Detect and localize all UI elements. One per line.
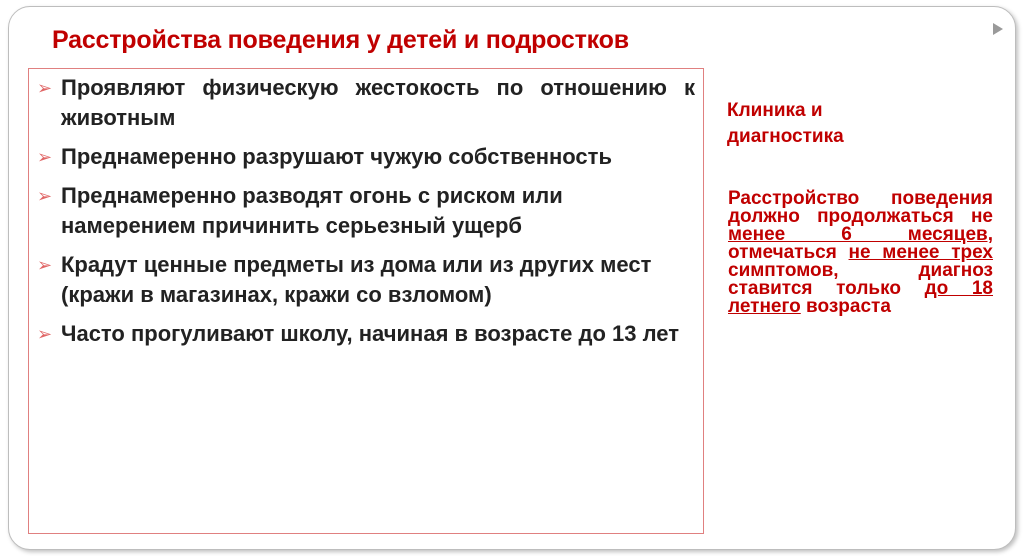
slide-title: Расстройства поведения у детей и подростков [52, 26, 629, 54]
bullet-text: Часто прогуливают школу, начиная в возрасте до 13 лет [61, 321, 680, 346]
aside-text-part: Расстройство поведения должно продолжаться не [728, 188, 993, 227]
bullet-box [28, 68, 704, 534]
aside-text-part: симптомов, диагноз ставится только [728, 260, 993, 299]
arrow-bullet-icon: ➢ [37, 78, 53, 98]
aside-underlined-symptoms: не менее трех [848, 242, 993, 263]
next-slide-arrow-icon[interactable] [993, 23, 1003, 35]
aside-paragraph [728, 190, 993, 316]
bullet-list [37, 73, 695, 358]
arrow-bullet-icon: ➢ [37, 324, 53, 344]
list-item [37, 319, 695, 349]
aside-underlined-age: до 18 летнего [728, 278, 993, 317]
bullet-text: Крадут ценные предметы из дома или из других мест (кражи в магазинах, кражи со взломом) [61, 252, 652, 307]
arrow-bullet-icon: ➢ [37, 255, 53, 275]
list-item [37, 142, 695, 172]
list-item [37, 181, 695, 241]
bullet-text: Проявляют физическую жестокость по отношению к животным [61, 75, 695, 130]
aside-text-part: возраста [806, 296, 891, 317]
arrow-bullet-icon: ➢ [37, 147, 53, 167]
arrow-bullet-icon: ➢ [37, 186, 53, 206]
list-item [37, 73, 695, 133]
aside-text-part: отмечаться [728, 242, 837, 263]
aside-underlined-duration: менее 6 месяцев, [728, 224, 993, 245]
list-item [37, 250, 695, 310]
bullet-text: Преднамеренно разрушают чужую собственность [61, 144, 612, 169]
aside-heading: Клиника и диагностика [727, 100, 844, 147]
bullet-text: Преднамеренно разводят огонь с риском или намерением причинить серьезный ущерб [61, 183, 563, 238]
